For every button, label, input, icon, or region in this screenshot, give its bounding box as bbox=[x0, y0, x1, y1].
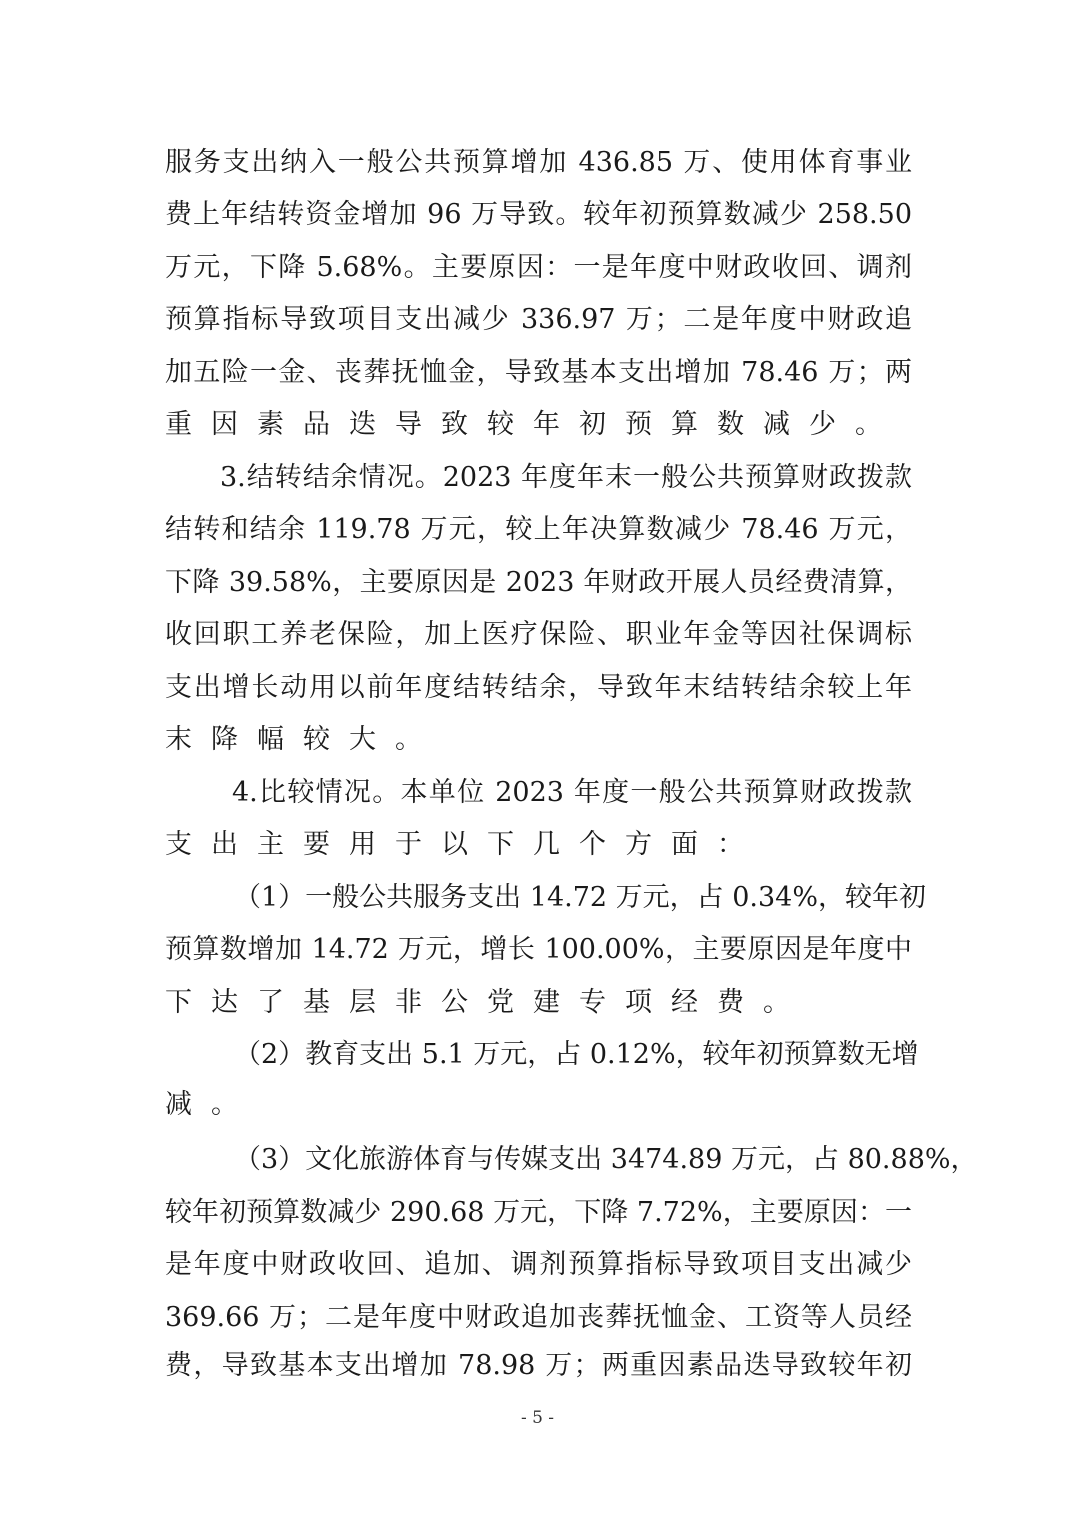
body-text-line: 减。 bbox=[165, 1089, 257, 1120]
body-text-line: 较年初预算数减少 290.68 万元，下降 7.72%，主要原因：一 bbox=[165, 1197, 912, 1228]
body-text-line: 支出主要用于以下几个方面： bbox=[165, 829, 763, 860]
body-text-line: 下达了基层非公党建专项经费。 bbox=[165, 987, 809, 1018]
body-text-line: 下降 39.58%，主要原因是 2023 年财政开展人员经费清算， bbox=[165, 567, 912, 598]
body-text-line: 369.66 万；二是年度中财政追加丧葬抚恤金、工资等人员经 bbox=[165, 1302, 912, 1333]
body-text-line: 加五险一金、丧葬抚恤金，导致基本支出增加 78.46 万；两 bbox=[165, 357, 912, 388]
section-heading-carryover: 3.结转结余情况。2023 年度年末一般公共预算财政拨款 bbox=[220, 462, 912, 493]
body-text-line: 收回职工养老保险，加上医疗保险、职业年金等因社保调标 bbox=[165, 619, 912, 650]
body-text-line: 重因素品迭导致较年初预算数减少。 bbox=[165, 409, 901, 440]
body-text-line: 是年度中财政收回、追加、调剂预算指标导致项目支出减少 bbox=[165, 1249, 912, 1280]
list-item-general-public-services: （1）一般公共服务支出 14.72 万元，占 0.34%，较年初 bbox=[234, 882, 926, 913]
body-text-line: 预算指标导致项目支出减少 336.97 万；二是年度中财政追 bbox=[165, 304, 912, 335]
list-item-education: （2）教育支出 5.1 万元，占 0.12%，较年初预算数无增 bbox=[234, 1039, 919, 1070]
body-text-line: 万元，下降 5.68%。主要原因：一是年度中财政收回、调剂 bbox=[165, 252, 912, 283]
body-text-line: 预算数增加 14.72 万元，增长 100.00%，主要原因是年度中 bbox=[165, 934, 912, 965]
body-text-line: 费上年结转资金增加 96 万导致。较年初预算数减少 258.50 bbox=[165, 199, 912, 230]
body-text-line: 结转和结余 119.78 万元，较上年决算数减少 78.46 万元， bbox=[165, 514, 912, 545]
body-text-line: 费，导致基本支出增加 78.98 万；两重因素品迭导致较年初 bbox=[165, 1350, 912, 1381]
body-text-line: 服务支出纳入一般公共预算增加 436.85 万、使用体育事业 bbox=[165, 147, 912, 178]
section-heading-comparison: 4.比较情况。本单位 2023 年度一般公共预算财政拨款 bbox=[232, 777, 912, 808]
body-text-line: 支出增长动用以前年度结转结余，导致年末结转结余较上年 bbox=[165, 672, 912, 703]
body-text-line: 末降幅较大。 bbox=[165, 724, 441, 755]
list-item-culture-tourism-sports-media: （3）文化旅游体育与传媒支出 3474.89 万元，占 80.88%， bbox=[234, 1144, 978, 1175]
page-number: - 5 - bbox=[520, 1408, 555, 1428]
